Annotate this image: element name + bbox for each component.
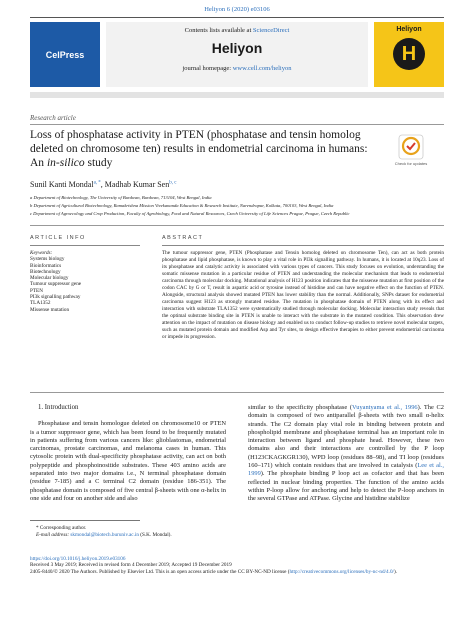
- keyword: PI3k signalling pathway: [30, 294, 81, 301]
- abstract-bottom-divider: [30, 392, 444, 393]
- homepage-link[interactable]: www.cell.com/heliyon: [232, 65, 292, 72]
- citation-link[interactable]: Lee et al., 1999: [248, 462, 444, 478]
- article-info-heading: ARTICLE INFO: [30, 235, 86, 241]
- cover-title: Heliyon: [396, 26, 422, 33]
- article-type-divider: [30, 124, 444, 125]
- body-paragraph: Phosphatase and tensin homologue deleted on chromosome10 or PTEN is a tumor suppressor gene, which has been found to be frequently mutated in patients suffering from various cancers like: glioblastomas, endometrial carcinomas, prostate carcinomas, and melanoma cases in human. This cytosolic protein with dual-specificity phosphatase activity, can act on both polypeptide and phosphoinositide substrates. These 403 amino acids are separated into two major domains i.e., N terminal phosphatase domain (residue 7-185) and a C terminal C2 domain (residue 186-351). The phosphatase domain is composed of five central β-sheets with one α-helix in one side and four on another side and also: [30, 420, 226, 502]
- body-text: ). The C2 domain is composed of two antiparallel β-sheets with two small α-helix strands. The C2 domain play vital role in binding between protein and phospholipid membrane and phosphatase terminal has an important role in interaction between ligand and phosphate head. However, these two domains also and their interactions are controlled by the P loop (H123CKAGKGR130), WPD loop (residues 88–98), and TI loop (residues 160–171) which contain residues that are involved in catalysis (: [248, 404, 444, 470]
- cover-logo-icon: H: [393, 38, 425, 70]
- contents-line: [106, 27, 368, 34]
- article-title: [30, 128, 370, 170]
- article-metadata: [30, 556, 444, 575]
- title-italic: in-silico: [46, 157, 85, 169]
- footnote-divider: [30, 520, 140, 521]
- section-title: 1. Introduction: [38, 404, 79, 411]
- author-affiliation-marks[interactable]: a, *: [93, 180, 101, 186]
- abstract-text: The tumour suppressor gene, PTEN (Phosphatase and Tensin homolog deleted on chromosome Ten), can act as both protein phosphatase and lipid phosphatase, is known to play a vital role in PI3k signalling pathway. In humans, it is located at 10q23. Loss of its phosphatase and catalytic activity is associated with various types of cancers. This study focuses on evolution, understanding the somatic missense mutation in a particular residue of PTEN and understanding the molecular mechanism that leads to endometrial carcinoma through molecular docking. Mutational analysis of H123 position indicates that the missense mutation at first position of the codon CAC by G or T, result in aspartic acid or tyrosine instead of histidine and can have negative effect on the function of PTEN. Alongside, structural analysis showed mutated PTEN has lower stability than the normal. Additionally, SNPs dataset for endometrial carcinoma suggest H123 as strongly mutated residue. The mutation in phosphatase domain of PTEN along with its effect and interaction with substrate TLA1352 were systematically studied through molecular docking. Molecular interaction study reveals that the optimal substrate binding site in PTEN is unable to interact with the substrate in the mutated condition. This observation drew attention on the impact of mutation on disease biology and enabled us to conduct follow-up studies to retrieve novel molecular targets, such as mutated protein domain and modified Asp and Tyr sites, to design effective therapies to either prevent endometrial carcinoma or impede its progression.: [162, 250, 444, 340]
- journal-info-box: [106, 22, 368, 87]
- body-text: ). The phosphate binding P loop act as cofactor and that has been reflected in nuclear binding properties. The function of the amino acids within P-loop allow for anchoring and help to detect the P-loop anchors in the several GTPase and ATPase. Glycine and histidine stabilize: [248, 470, 444, 503]
- right-column: [248, 404, 444, 504]
- keyword: Molecular biology: [30, 275, 69, 282]
- author-name: Sunil Kanti Mondal: [30, 180, 94, 189]
- header-divider: [30, 17, 444, 18]
- title-end: study: [84, 157, 113, 169]
- email-line: [36, 532, 172, 539]
- journal-name: Heliyon: [211, 40, 263, 56]
- license-line: [30, 569, 444, 575]
- keywords-heading: Keywords:: [30, 250, 53, 256]
- affiliation-divider: [30, 225, 444, 226]
- body-paragraph: [248, 404, 444, 504]
- keyword: Missense mutation: [30, 306, 70, 313]
- keyword: Systems biology: [30, 256, 65, 263]
- badge-label: Check for updates: [394, 161, 428, 166]
- keyword: Bioinformatics: [30, 262, 62, 269]
- email-label: E-mail address:: [36, 531, 70, 538]
- keyword: TLA1352: [30, 300, 51, 307]
- banner-band: [30, 92, 444, 98]
- license-text: 2405-8440/© 2020 The Authors. Published by Elsevier Ltd. This is an open access article under the CC BY-NC-ND license (: [30, 568, 290, 575]
- cellpress-logo[interactable]: CelPress: [30, 22, 100, 87]
- affiliation: c Department of Agroecology and Crop Production, Faculty of Agrobiology, Food and Natural Resources, Czech University of Life Sciences Prague, Prague, Czech Republic: [30, 211, 350, 216]
- article-type: Research article: [30, 114, 76, 122]
- abstract-heading: ABSTRACT: [162, 235, 204, 241]
- email-link[interactable]: skmondal@biotech.buruniv.ac.in: [70, 531, 139, 538]
- journal-banner: [30, 20, 444, 92]
- email-suffix: (S.K. Mondal).: [138, 531, 172, 538]
- abstract-rule: [162, 245, 444, 246]
- journal-cover-image[interactable]: [374, 22, 444, 87]
- check-updates-icon: [398, 134, 424, 160]
- affiliation: a Department of Biotechnology, The University of Burdwan, Burdwan, 713104, West Bengal, India: [30, 195, 212, 200]
- author-line: [30, 180, 176, 189]
- affiliation: b Department of Agricultural Biotechnology, Ramakrishna Mission Vivekananda Education & Research Institute, Narendrapur, Kolkata, 700103, West Bengal, India: [30, 203, 334, 208]
- author-affiliation-marks[interactable]: b, c: [169, 180, 177, 186]
- contents-prefix: Contents lists available at: [184, 27, 252, 34]
- check-for-updates-badge[interactable]: [394, 134, 428, 166]
- keyword: PTEN: [30, 287, 43, 294]
- article-info-rule: [30, 245, 140, 246]
- sciencedirect-link[interactable]: ScienceDirect: [252, 27, 290, 34]
- keyword: Biotechnology: [30, 268, 61, 275]
- corresponding-author: * Corresponding author.: [36, 525, 87, 531]
- homepage-prefix: journal homepage:: [182, 65, 232, 72]
- left-column: [30, 404, 226, 503]
- keywords-list: [30, 250, 130, 313]
- body-text: similar to the specificity phosphatase (: [248, 404, 353, 411]
- footnote: [36, 525, 172, 538]
- license-suffix: ).: [393, 568, 398, 575]
- license-link[interactable]: http://creativecommons.org/licenses/by-nc-nd/4.0/: [289, 568, 394, 575]
- title-main: Loss of phosphatase activity in PTEN (phosphatase and tensin homolog deleted on chromosome ten) results in endometrial carcinoma in humans: An: [30, 129, 368, 169]
- author-name: , Madhab Kumar Sen: [100, 180, 170, 189]
- keyword: Tumour suppressor gene: [30, 281, 82, 288]
- citation-link[interactable]: Vuyantyama et al., 1996: [352, 404, 418, 411]
- homepage-line: [106, 65, 368, 72]
- doi-link[interactable]: https://doi.org/10.1016/j.heliyon.2019.e03106: [30, 556, 126, 562]
- article-dates: Received 3 May 2019; Received in revised form 4 December 2019; Accepted 19 December 2019: [30, 562, 232, 569]
- journal-reference[interactable]: Heliyon 6 (2020) e03106: [204, 6, 270, 13]
